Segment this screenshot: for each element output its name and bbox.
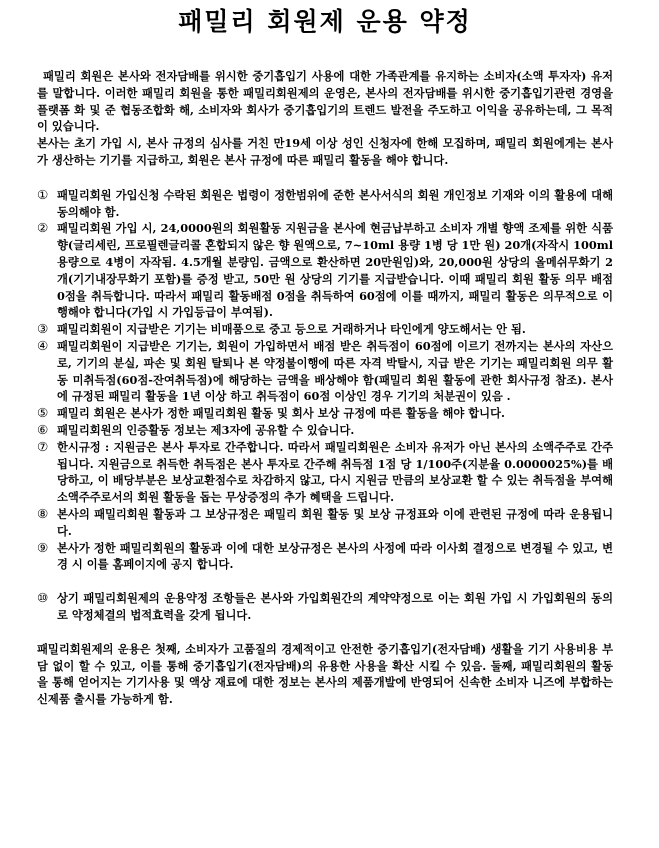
item-text: 상기 패밀리회원제의 운용약정 조항들은 본사와 가입회원간의 계약약정으로 이는 회원 가입 시 가입회원의 동의로 약정체결의 법적효력을 갖게 됩니다.	[57, 591, 613, 622]
item-text: 본사의 패밀리회원 활동과 그 보상규정은 패밀리 회원 활동 및 보상 규정표와 이에 관련된 규정에 따라 운용됩니다.	[57, 506, 613, 538]
item-text: 패밀리회원 가입신청 수락된 회원은 법령이 정한범위에 준한 본사서식의 회원 개인정보 기재와 이의 활용에 대해 동의해야 함.	[57, 187, 613, 219]
section-gap	[37, 169, 613, 187]
list-item	[37, 506, 613, 540]
page-title: 패밀리 회원제 운용 약정	[178, 7, 472, 36]
item-number: ⑤	[37, 405, 49, 421]
item-text: 패밀리 회원은 본사가 정한 패밀리회원 활동 및 회사 보상 규정에 따른 활동을 해야 합니다.	[57, 406, 505, 421]
list-item	[37, 187, 613, 221]
item-number: ⑧	[37, 505, 49, 521]
item-text: 패밀리회원 가입 시, 24,0000원의 회원활동 지원금을 본사에 현금납부하고 소비자 개별 향액 조제를 위한 식품향(글리세린, 프로필렌글리콜 혼합되지 않은 향 원액으로, 7~10ml 용량 1병 당 1만 원) 20개(자작시 100ml 용량으로 4병이 자작됨. 4.5개월 분량임. 금액으로 환산하면 20만원임)와, 20,000원 상당의 올메쉬무화기 2개(기기내장무화기 포함)를 증정 받고, 50만 원 상당의 기기를 지급받습니다. 이때 패밀리 회원 활동 의무 배점 0점을 취득합니다. 따라서 패밀리 활동배점 0점을 취득하여 60점에 이를 때까지, 패밀리 활동은 의무적으로 이행해야 합니다(가입 시 가입등급이 부여됨).	[57, 221, 613, 320]
item-text: 본사가 정한 패밀리회원의 활동과 이에 대한 보상규정은 본사의 사정에 따라 이사회 결정으로 변경될 수 있고, 변경 시 이를 홈페이지에 공지 합니다.	[57, 540, 613, 572]
intro-paragraph-1: 패밀리 회원은 본사와 전자담배를 위시한 중기흡입기 사용에 대한 가족관계를 유지하는 소비자(소액 투자자) 유저를 말합니다. 이러한 패밀리 회원을 통한 패밀리회원제의 운영은, 본사의 전자담배를 위시한 중기흡입기관련 경영을 플랫폼 화 및 준 협동조합화 해, 소비자와 회사가 중기흡입기의 트렌드 발전을 주도하고 이익을 공유하는데, 그 목적이 있습니다.	[37, 69, 613, 134]
list-item	[37, 590, 613, 624]
terms-list-final	[37, 590, 613, 624]
item-number: ③	[37, 321, 49, 337]
item-number: ⑥	[37, 421, 49, 437]
closing-paragraph: 패밀리회원제의 운용은 첫째, 소비자가 고품질의 경제적이고 안전한 중기흡입기(전자담배) 생활을 기기 사용비용 부담 없이 할 수 있고, 이를 통해 중기흡입기(전자담배)의 유용한 사용을 확산 시킬 수 있음. 둘째, 패밀리회원의 활동을 통해 얻어지는 기기사용 및 액상 재료에 대한 정보는 본사의 제품개발에 반영되어 신속한 소비자 니즈에 부합하는 신제품 출시를 가능하게 함.	[37, 641, 613, 707]
list-item	[37, 422, 613, 439]
terms-list	[37, 187, 613, 573]
intro-paragraph-2: 본사는 초기 가입 시, 본사 규정의 심사를 거친 만19세 이상 성인 신청자에 한해 모집하며, 패밀리 회원에게는 본사가 생산하는 기기를 지급하고, 회원은 본사 규정에 따른 패밀리 활동을 해야 합니다.	[37, 136, 613, 167]
list-item	[37, 220, 613, 321]
item-number: ⑩	[37, 590, 49, 606]
item-text: 한시규정 : 지원금은 본사 투자로 간주합니다. 따라서 패밀리회원은 소비자 유저가 아닌 본사의 소액주주로 간주 됩니다. 지원금으로 취득한 취득점은 본사 투자로 간주해 취득점 1점 당 1/100주(지분율 0.0000025%)를 배당하고, 이 배당부분은 보상교환점수로 차감하지 않고, 다시 지원금 만큼의 보상교환 할 수 있는 취득점을 부여해 소액주주로서의 회원 활동을 돕는 무상증정의 추가 혜택을 드립니다.	[57, 439, 613, 505]
list-item	[37, 540, 613, 574]
item-number: ⑨	[37, 539, 49, 555]
list-item	[37, 405, 613, 422]
item-text: 패밀리회원이 지급받은 기기는 비매품으로 중고 등으로 거래하거나 타인에게 양도해서는 안 됨.	[57, 322, 526, 337]
item-text: 패밀리회원이 지급받은 기기는, 회원이 가입하면서 배점 받은 취득점이 60점에 이르기 전까지는 본사의 자산으로, 기기의 분실, 파손 및 회원 탈퇴나 본 약정불이행에 따른 자격 박탈시, 지급 받은 기기는 패밀리회원 의무 활동 미취득점(60점-잔여취득점)에 해당하는 금액을 배상해야 함(패밀리 회원 활동에 관한 회사규정 참조). 본사에 규정된 패밀리 활동을 1년 이상 하고 취득점이 60점 이상인 경우 기기의 처분권이 있음 .	[57, 338, 613, 404]
item-number: ⑦	[37, 438, 49, 454]
list-item	[37, 321, 613, 338]
item-number: ①	[37, 186, 49, 202]
section-gap	[37, 573, 613, 590]
section-gap	[37, 624, 613, 641]
item-number: ②	[37, 220, 49, 236]
item-text: 패밀리회원의 인증활동 정보는 제3자에 공유할 수 있습니다.	[57, 422, 355, 437]
list-item	[37, 439, 613, 506]
list-item	[37, 338, 613, 405]
item-number: ④	[37, 337, 49, 353]
